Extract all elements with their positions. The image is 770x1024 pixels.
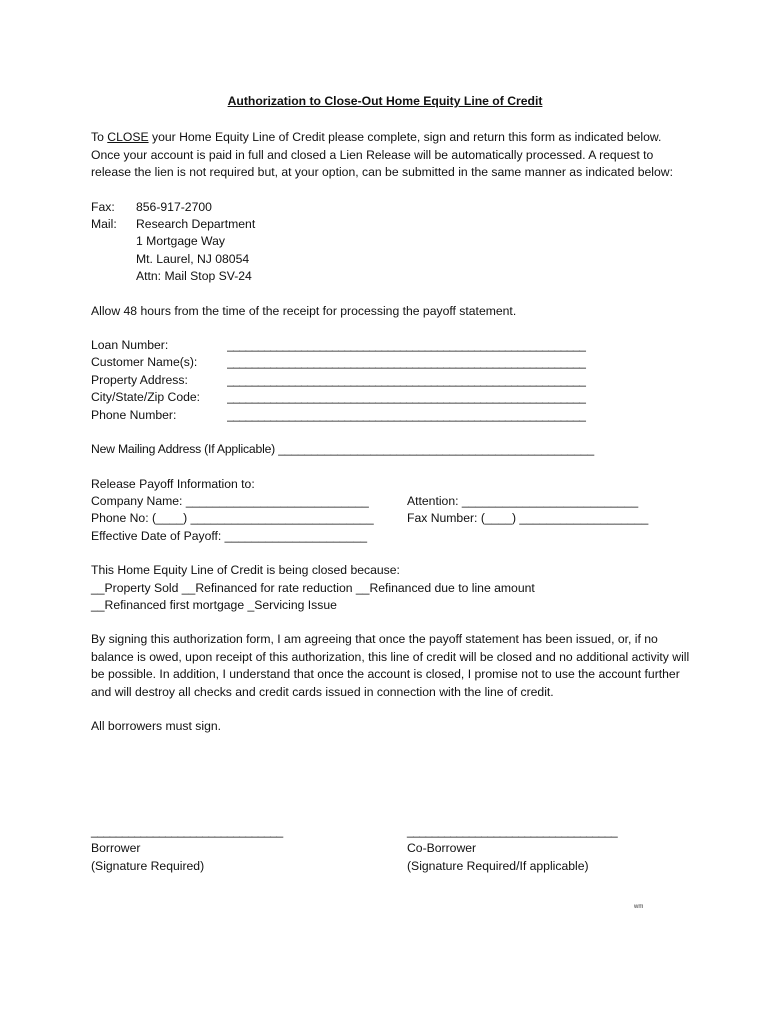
mail-line-2: 1 Mortgage Way	[136, 234, 225, 249]
borrower-signature-line[interactable]: _______________________________	[91, 824, 283, 838]
fax-value: 856-917-2700	[136, 199, 212, 214]
attention-field[interactable]: Attention: __________________________	[407, 493, 639, 508]
borrower-label: Borrower	[91, 841, 141, 856]
mail-line-4: Attn: Mail Stop SV-24	[136, 269, 252, 284]
all-borrowers-sign: All borrowers must sign.	[91, 718, 222, 733]
new-mailing-address-field[interactable]: New Mailing Address (If Applicable) ________________________________________________	[91, 442, 594, 457]
loan-number-field[interactable]: __________________________________________________________	[227, 338, 586, 353]
mail-line-1: Research Department	[136, 217, 256, 232]
release-payoff-block	[91, 476, 691, 546]
intro-pre: To	[91, 130, 108, 145]
company-name-field[interactable]: Company Name: ___________________________	[91, 493, 369, 508]
reasons-options-1[interactable]: __Property Sold __Refinanced for rate reduction __Refinanced due to line amount	[91, 580, 535, 595]
allow-text: Allow 48 hours from the time of the receipt for processing the payoff statement.	[91, 303, 517, 318]
customer-name-field[interactable]: __________________________________________________________	[227, 355, 586, 370]
city-state-zip-field[interactable]: __________________________________________________________	[227, 390, 586, 405]
mail-label: Mail:	[91, 217, 117, 232]
form-page	[91, 93, 691, 735]
closure-reasons	[91, 562, 691, 614]
phone-number-field[interactable]: __________________________________________________________	[227, 407, 586, 422]
effective-date-field[interactable]: Effective Date of Payoff: _____________________	[91, 528, 368, 543]
property-address-field[interactable]: __________________________________________________________	[227, 372, 586, 387]
intro-paragraph	[91, 129, 691, 181]
footer-code: wm	[634, 904, 644, 910]
signature-section	[91, 823, 691, 875]
property-address-label: Property Address:	[91, 372, 188, 387]
phone-no-field[interactable]: Phone No: (____) ___________________________	[91, 511, 374, 526]
intro-post: your Home Equity Line of Credit please complete, sign and return this form as indicated below. Once your account is paid in full and closed a Lien Release will be automatically processed. A request to release the lien is not required but, at your option, can be submitted in the same manner as indicated below:	[91, 130, 673, 180]
mail-line-3: Mt. Laurel, NJ 08054	[136, 251, 250, 266]
coborrower-signature-line[interactable]: __________________________________	[407, 824, 618, 838]
reasons-options-2[interactable]: __Refinanced first mortgage _Servicing Issue	[91, 597, 337, 612]
loan-fields	[91, 337, 691, 424]
coborrower-note: (Signature Required/If applicable)	[407, 858, 589, 873]
coborrower-label: Co-Borrower	[407, 841, 477, 856]
release-heading: Release Payoff Information to:	[91, 476, 255, 491]
intro-close-word: CLOSE	[107, 130, 149, 145]
contact-block	[91, 199, 691, 286]
form-title: Authorization to Close-Out Home Equity Line of Credit	[227, 94, 543, 108]
reasons-heading: This Home Equity Line of Credit is being closed because:	[91, 563, 400, 578]
customer-name-label: Customer Name(s):	[91, 355, 198, 370]
borrower-note: (Signature Required)	[91, 858, 205, 873]
fax-label: Fax:	[91, 199, 115, 214]
fax-number-field[interactable]: Fax Number: (____) ___________________	[407, 511, 649, 526]
authorization-paragraph: By signing this authorization form, I am agreeing that once the payoff statement has been issued, or, if no balance is owed, upon receipt of this authorization, this line of credit will be closed and no additional activity will be possible. In addition, I understand that once the account is closed, I promise not to use the account further and will destroy all checks and credit cards issued in connection with the line of credit.	[91, 632, 690, 699]
loan-number-label: Loan Number:	[91, 338, 169, 353]
phone-number-label: Phone Number:	[91, 407, 177, 422]
city-state-zip-label: City/State/Zip Code:	[91, 390, 201, 405]
